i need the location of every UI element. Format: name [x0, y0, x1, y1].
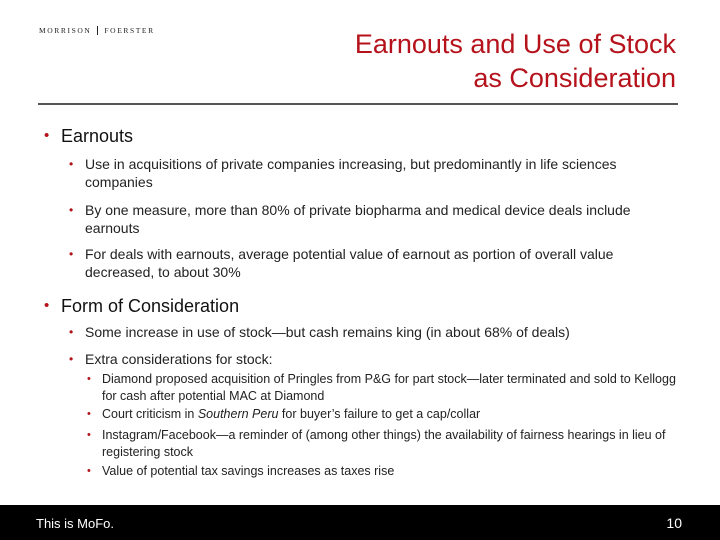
- slide-title-line-1: Earnouts and Use of Stock: [354, 29, 676, 59]
- bullet-icon: •: [87, 429, 91, 441]
- bullet-icon: •: [69, 352, 74, 366]
- bullet-icon: •: [69, 203, 74, 217]
- page-number: 10: [666, 515, 682, 531]
- case-name: Southern Peru: [197, 407, 279, 421]
- text-segment: for buyer’s failure to get a cap/collar: [278, 407, 481, 421]
- footer-tagline: This is MoFo.: [36, 516, 115, 531]
- bullet-icon: •: [69, 247, 74, 261]
- bullet-icon: •: [87, 373, 91, 385]
- list-item-text: Some increase in use of stock—but cash remains king (in about 68% of deals): [85, 324, 570, 340]
- section-heading-text: Form of Consideration: [61, 296, 240, 316]
- section-heading-form-of-consideration: [44, 296, 239, 316]
- section-heading-text: Earnouts: [61, 126, 134, 146]
- sub-list-item-text: [102, 406, 480, 423]
- list-item-text: Extra considerations for stock:: [85, 351, 273, 367]
- bullet-icon: •: [69, 325, 74, 339]
- sub-list-item-text: Instagram/Facebook—a reminder of (among other things) the availability of fairness hearings in lieu of registering stock: [102, 428, 666, 459]
- list-item-text: Use in acquisitions of private companies increasing, but predominantly in life sciences companies: [85, 156, 617, 190]
- section-heading-earnouts: [44, 126, 133, 146]
- bullet-icon: •: [44, 127, 50, 144]
- logo-right-word: FOERSTER: [104, 26, 155, 35]
- bullet-icon: •: [87, 408, 91, 420]
- list-item: [69, 155, 669, 191]
- list-item: [69, 201, 669, 237]
- bullet-icon: •: [44, 297, 50, 314]
- slide-title-line-2: as Consideration: [473, 63, 676, 93]
- sub-list-item: [87, 406, 687, 423]
- slide-title: [236, 27, 676, 95]
- list-item: [69, 350, 669, 368]
- list-item: [69, 323, 669, 341]
- text-segment: Court criticism in: [102, 407, 198, 421]
- sub-list-item-text: Value of potential tax savings increases as taxes rise: [102, 464, 395, 478]
- morrison-foerster-logo: [39, 26, 155, 35]
- logo-left-word: MORRISON: [39, 26, 92, 35]
- sub-list-item: [87, 463, 687, 480]
- sub-list-item-text: Diamond proposed acquisition of Pringles from P&G for part stock—later terminated and sold to Kellogg for cash after potential MAC at Diamond: [102, 372, 676, 403]
- title-underline: [38, 103, 678, 105]
- sub-list-item: [87, 427, 687, 461]
- list-item: [69, 245, 669, 281]
- logo-divider: [97, 26, 98, 35]
- footer-bar: [0, 505, 720, 540]
- bullet-icon: •: [69, 157, 74, 171]
- bullet-icon: •: [87, 465, 91, 477]
- sub-list-item: [87, 371, 687, 405]
- list-item-text: By one measure, more than 80% of private biopharma and medical device deals include earnouts: [85, 202, 631, 236]
- list-item-text: For deals with earnouts, average potential value of earnout as portion of overall value decreased, to about 30%: [85, 246, 614, 280]
